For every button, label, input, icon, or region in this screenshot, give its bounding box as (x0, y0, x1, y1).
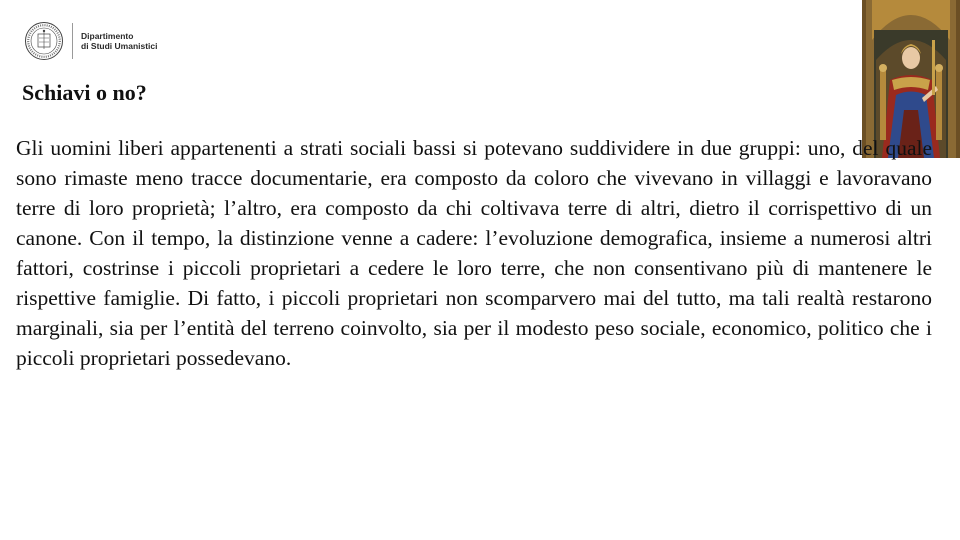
body-paragraph: Gli uomini liberi appartenenti a strati sociali bassi si potevano suddividere in due gruppi: uno, del quale sono rimaste meno tracce documentarie, era composto da coloro che vivevano in villaggi e lavoravano terre di loro proprietà; l’altro, era composto da chi coltivava terre di altri, dietro il corrispettivo di un canone. Con il tempo, la distinzione venne a cadere: l’evoluzione demografica, insieme a numerosi altri fattori, costrinse i piccoli proprietari a cedere le loro terre, che non consentivano più di mantenere le rispettive famiglie. Di fatto, i piccoli proprietari non scomparvero mai del tutto, ma tali realtà restarono marginali, sia per l’entità del terreno coinvolto, sia per il modesto peso sociale, economico, politico che i piccoli proprietari possedevano. (16, 136, 932, 370)
slide-title: Schiavi o no? (22, 80, 147, 105)
department-line-2: di Studi Umanistici (81, 41, 158, 51)
department-logo (24, 20, 158, 62)
department-line-1: Dipartimento (81, 31, 134, 41)
department-name (81, 31, 158, 51)
logo-divider (72, 23, 73, 59)
university-seal-icon (24, 21, 64, 61)
